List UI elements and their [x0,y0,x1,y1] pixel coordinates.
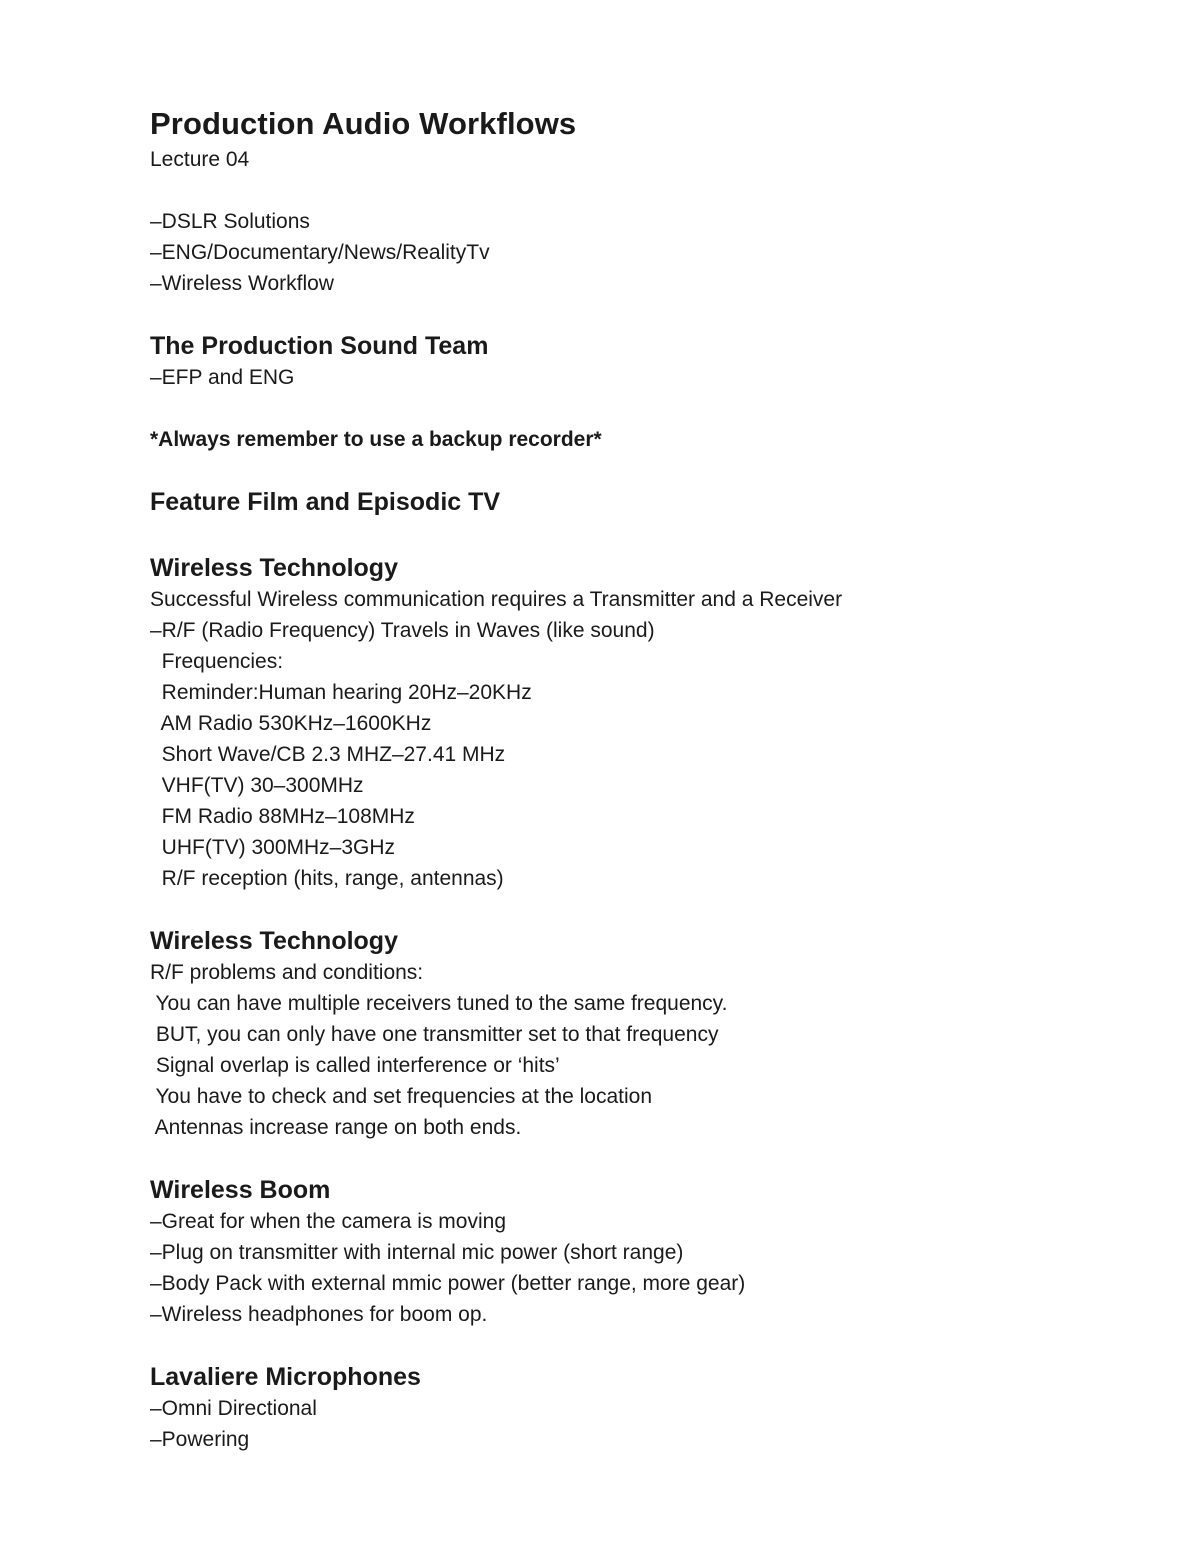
intro-item: –Wireless Workflow [150,272,334,295]
document-title: Production Audio Workflows [150,106,577,141]
wireless1-line: FM Radio 88MHz–108MHz [150,805,415,828]
lav-line: –Omni Directional [150,1397,317,1420]
wireless1-line: –R/F (Radio Frequency) Travels in Waves (like sound) [150,619,655,642]
wireless1-line: Reminder:Human hearing 20Hz–20KHz [150,681,532,704]
wireless2-line: R/F problems and conditions: [150,961,424,984]
wireless1-line: AM Radio 530KHz–1600KHz [150,712,432,735]
boom-line: –Body Pack with external mmic power (better range, more gear) [150,1272,746,1295]
section-heading-team: The Production Sound Team [150,332,489,360]
section-heading-feature: Feature Film and Episodic TV [150,488,501,516]
wireless2-line: BUT, you can only have one transmitter set to that frequency [150,1023,719,1046]
section-heading-boom: Wireless Boom [150,1176,331,1204]
section-heading-wireless-1: Wireless Technology [150,554,398,582]
intro-item: –DSLR Solutions [150,210,310,233]
wireless1-line: Frequencies: [150,650,284,673]
section-heading-wireless-2: Wireless Technology [150,927,398,955]
document-page [150,104,1150,1455]
team-item: –EFP and ENG [150,366,295,389]
document-subtitle: Lecture 04 [150,148,250,171]
boom-line: –Plug on transmitter with internal mic power (short range) [150,1241,684,1264]
wireless2-line: You have to check and set frequencies at the location [150,1085,653,1108]
wireless1-line: Successful Wireless communication requires a Transmitter and a Receiver [150,588,843,611]
section-heading-lav: Lavaliere Microphones [150,1363,421,1391]
wireless2-line: You can have multiple receivers tuned to the same frequency. [150,992,728,1015]
boom-line: –Great for when the camera is moving [150,1210,506,1233]
wireless1-line: R/F reception (hits, range, antennas) [150,867,504,890]
lav-line: –Powering [150,1428,250,1451]
boom-line: –Wireless headphones for boom op. [150,1303,488,1326]
backup-reminder: *Always remember to use a backup recorder* [150,428,602,451]
wireless2-line: Antennas increase range on both ends. [150,1116,522,1139]
wireless1-line: Short Wave/CB 2.3 MHZ–27.41 MHz [150,743,506,766]
wireless2-line: Signal overlap is called interference or ‘hits’ [150,1054,560,1077]
wireless1-line: UHF(TV) 300MHz–3GHz [150,836,396,859]
intro-item: –ENG/Documentary/News/RealityTv [150,241,490,264]
wireless1-line: VHF(TV) 30–300MHz [150,774,364,797]
